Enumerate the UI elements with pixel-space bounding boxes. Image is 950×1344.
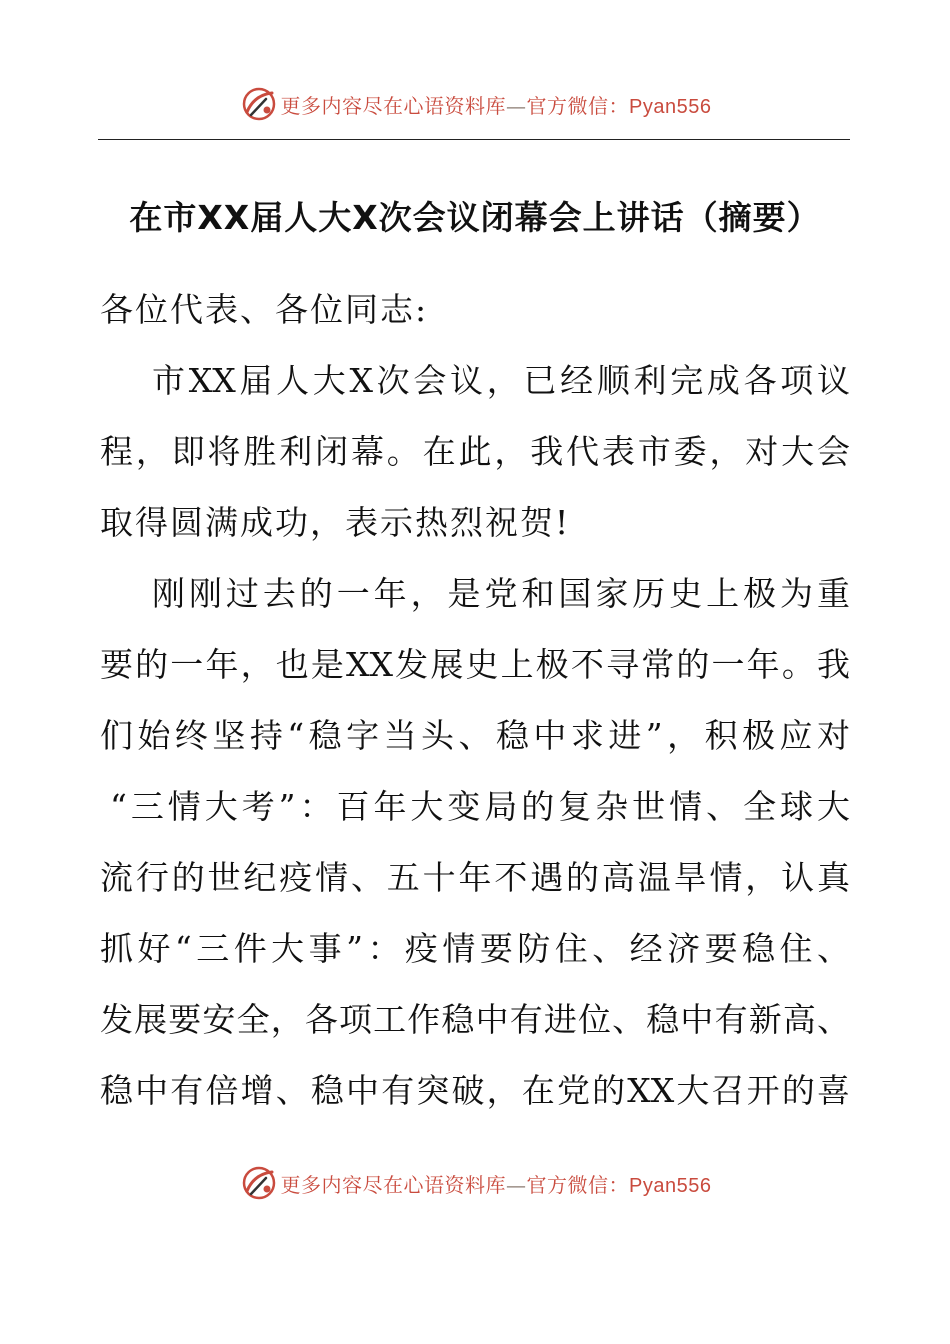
salutation: 各位代表、各位同志: [100,290,429,329]
body-line-10: 发展要安全，各项工作稳中有进位、稳中有新高、 [100,1000,850,1039]
body-line-2: 程，即将胜利闭幕。在此，我代表市委，对大会 [100,432,850,471]
banner-slogan: 更多内容尽在心语资料库 [280,1172,507,1197]
banner-wechat-label: 官方微信： [526,93,630,118]
banner-wechat-id: Pyan556 [629,95,712,118]
body-line-11: 稳中有倍增、稳中有突破，在党的XX大召开的喜 [100,1071,850,1110]
pen-swirl-logo-icon [239,84,279,124]
body-line-4: 刚刚过去的一年，是党和国家历史上极为重 [152,574,850,613]
document-title: 在市XX届人大X次会议闭幕会上讲话（摘要） [129,198,821,237]
banner-text [281,90,712,119]
banner-dash: — [506,1172,527,1197]
header-banner [0,82,950,126]
pen-swirl-logo-icon [239,1163,279,1203]
body-line-5: 要的一年，也是XX发展史上极不寻常的一年。我 [100,645,850,684]
banner-wechat-id: Pyan556 [629,1174,712,1197]
body-line-3: 取得圆满成功，表示热烈祝贺! [100,503,571,542]
body-line-8: 流行的世纪疫情、五十年不遇的高温旱情，认真 [100,858,850,897]
body-line-6: 们始终坚持“稳字当头、稳中求进”，积极应对 [100,716,850,755]
body-line-1: 市XX届人大X次会议，已经顺利完成各项议 [152,361,850,400]
banner-dash: — [506,93,527,118]
body-line-7: “三情大考”：百年大变局的复杂世情、全球大 [110,787,850,826]
footer-banner [0,1161,950,1205]
body-line-9: 抓好“三件大事”：疫情要防住、经济要稳住、 [100,929,850,968]
banner-text [281,1169,712,1198]
banner-wechat-label: 官方微信： [526,1172,630,1197]
banner-slogan: 更多内容尽在心语资料库 [280,93,507,118]
header-divider [98,139,850,140]
